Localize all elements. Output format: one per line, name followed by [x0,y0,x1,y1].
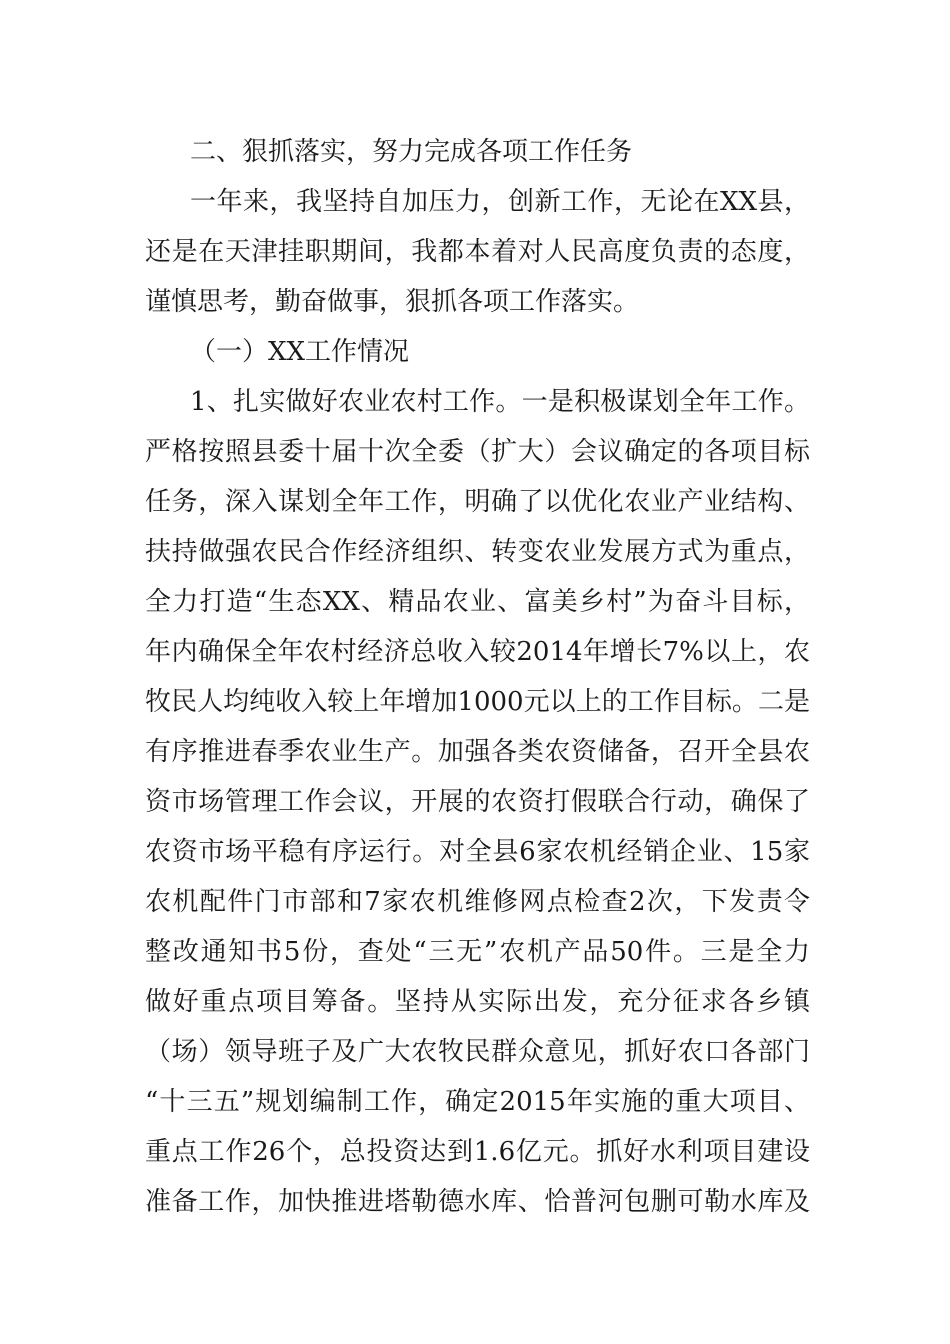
body-line: 有序推进春季农业生产。加强各类农资储备，召开全县农 [145,737,810,767]
body-line: 做好重点项目筹备。坚持从实际出发，充分征求各乡镇 [145,987,810,1017]
body-line: 扶持做强农民合作经济组织、转变农业发展方式为重点， [145,537,810,567]
body-line: 1、扎实做好农业农村工作。一是积极谋划全年工作。 [190,387,810,417]
body-line: 任务，深入谋划全年工作，明确了以优化农业产业结构、 [145,487,810,517]
body-line: （场）领导班子及广大农牧民群众意见，抓好农口各部门 [145,1037,810,1067]
intro-line: 一年来，我坚持自加压力，创新工作，无论在XX县， [190,187,810,217]
subsection-heading: （一）XX工作情况 [190,337,410,367]
body-line: 全力打造“生态XX、精品农业、富美乡村”为奋斗目标， [145,587,810,617]
body-line: 资市场管理工作会议，开展的农资打假联合行动，确保了 [145,787,810,817]
body-line: 农资市场平稳有序运行。对全县6家农机经销企业、15家 [145,837,810,867]
body-line: 严格按照县委十届十次全委（扩大）会议确定的各项目标 [145,437,810,467]
intro-line: 还是在天津挂职期间，我都本着对人民高度负责的态度， [145,237,810,267]
body-line: 年内确保全年农村经济总收入较2014年增长7%以上，农 [145,637,810,667]
body-line: 整改通知书5份，查处“三无”农机产品50件。三是全力 [145,937,810,967]
body-line: 重点工作26个，总投资达到1.6亿元。抓好水利项目建设 [145,1137,810,1167]
body-line: 牧民人均纯收入较上年增加1000元以上的工作目标。二是 [145,687,810,717]
section-heading: 二、狠抓落实，努力完成各项工作任务 [190,137,633,167]
body-line: 农机配件门市部和7家农机维修网点检查2次，下发责令 [145,887,810,917]
body-line: 准备工作，加快推进塔勒德水库、恰普河包删可勒水库及 [145,1187,810,1217]
intro-line: 谨慎思考，勤奋做事，狠抓各项工作落实。 [145,287,640,317]
body-line: “十三五”规划编制工作，确定2015年实施的重大项目、 [145,1087,810,1117]
